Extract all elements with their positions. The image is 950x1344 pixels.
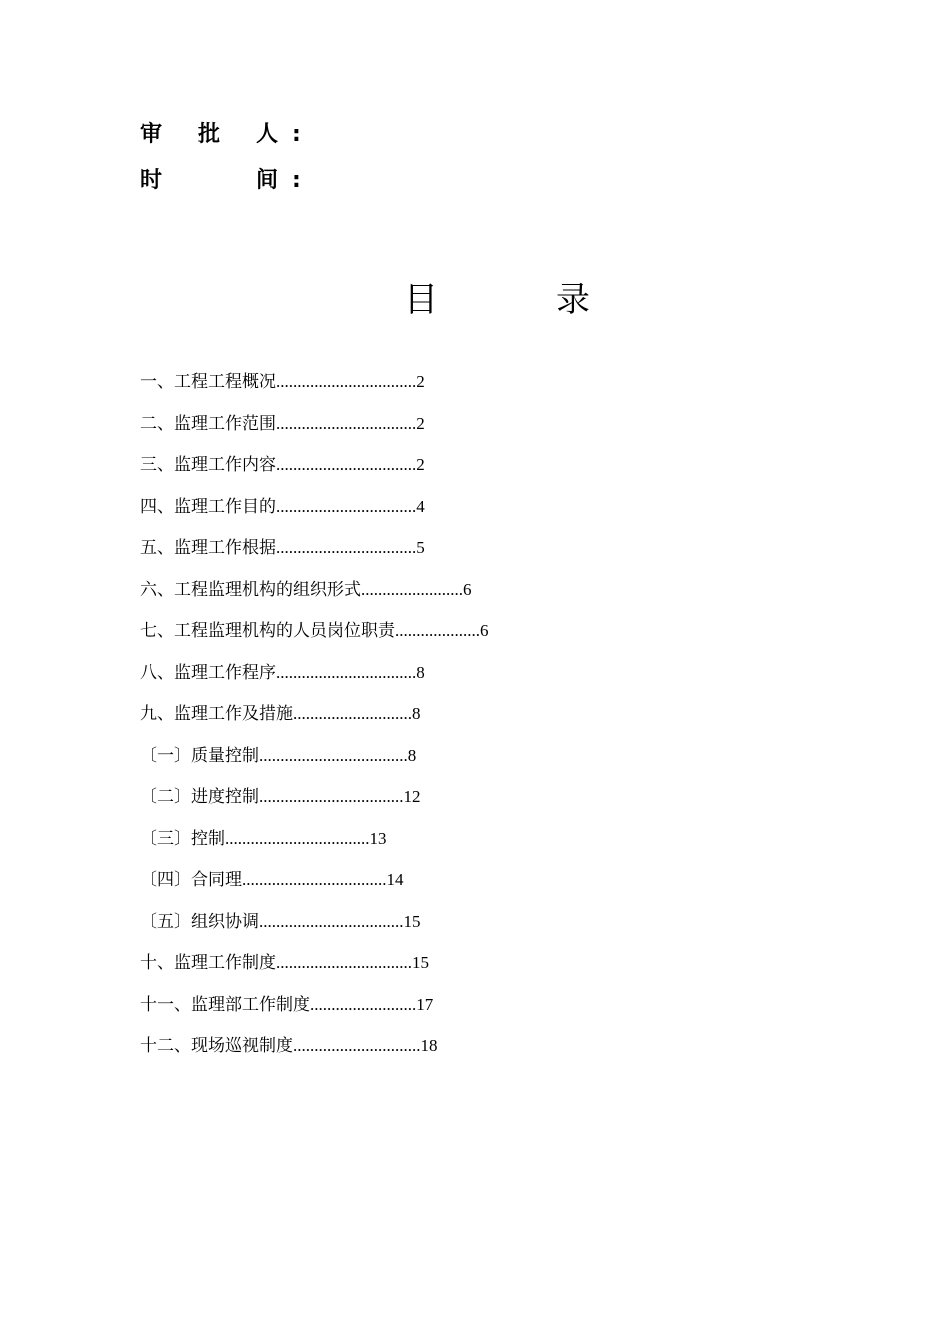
toc-entry-label: 九、监理工作及措施: [140, 704, 293, 724]
toc-entry[interactable]: [140, 368, 489, 410]
toc-entry-label: 〔五〕组织协调: [140, 911, 259, 932]
toc-entry-leader: .................................: [276, 496, 417, 516]
toc-entry-label: 十、监理工作制度: [140, 953, 276, 973]
approver-char-2: 批: [198, 122, 221, 147]
table-of-contents: [140, 368, 489, 1074]
toc-entry-leader: .................................: [276, 413, 417, 433]
approver-char-1: 审: [140, 122, 163, 147]
toc-entry-leader: ..................................: [225, 828, 370, 848]
toc-entry-page: 15: [412, 953, 429, 972]
toc-entry-page: 5: [416, 538, 425, 557]
toc-entry[interactable]: [140, 451, 489, 493]
toc-entry-label: 〔三〕控制: [140, 828, 225, 849]
toc-entry[interactable]: [140, 866, 489, 908]
toc-heading: [0, 278, 950, 322]
toc-entry-leader: ................................: [276, 953, 412, 972]
toc-entry-page: 8: [412, 704, 421, 723]
toc-heading-char-2: 录: [556, 280, 590, 320]
toc-entry-page: 17: [416, 994, 434, 1014]
toc-entry-page: 6: [463, 579, 472, 599]
toc-entry[interactable]: [140, 617, 489, 659]
toc-entry[interactable]: [140, 410, 489, 452]
toc-heading-char-1: 目: [404, 280, 438, 320]
toc-entry-label: 五、监理工作根据: [140, 538, 276, 558]
toc-entry-leader: .........................: [310, 994, 417, 1014]
toc-entry[interactable]: [140, 908, 489, 950]
toc-entry[interactable]: [140, 576, 489, 618]
toc-entry-label: 二、监理工作范围: [140, 413, 276, 434]
toc-entry[interactable]: [140, 991, 489, 1033]
toc-entry-page: 15: [403, 911, 421, 931]
toc-entry[interactable]: [140, 493, 489, 535]
toc-entry-page: 14: [386, 870, 404, 889]
toc-entry-page: 4: [416, 496, 425, 516]
toc-entry-page: 12: [403, 787, 421, 806]
toc-entry-page: 2: [416, 455, 425, 474]
toc-entry-label: 一、工程工程概况: [140, 372, 276, 392]
toc-entry-page: 2: [416, 372, 425, 391]
toc-entry-leader: ..............................: [293, 1036, 421, 1055]
toc-entry-label: 十二、现场巡视制度: [140, 1036, 293, 1056]
toc-entry-label: 七、工程监理机构的人员岗位职责: [140, 621, 395, 641]
time-colon: :: [292, 168, 301, 193]
toc-entry-label: 八、监理工作程序: [140, 662, 276, 683]
approver-char-3: 人: [256, 122, 279, 147]
toc-entry[interactable]: [140, 534, 489, 576]
time-char-1: 时: [140, 168, 163, 193]
toc-entry-leader: ........................: [361, 579, 463, 599]
toc-entry[interactable]: [140, 659, 489, 701]
toc-entry-label: 三、监理工作内容: [140, 455, 276, 475]
toc-entry-label: 〔四〕合同理: [140, 870, 242, 890]
toc-entry-leader: ..................................: [259, 787, 404, 806]
toc-entry[interactable]: [140, 783, 489, 825]
toc-entry-leader: ..................................: [242, 870, 387, 889]
toc-entry-leader: .................................: [276, 662, 417, 682]
time-char-2: 间: [256, 168, 279, 193]
toc-entry-page: 8: [407, 745, 417, 765]
toc-entry-label: 四、监理工作目的: [140, 496, 276, 517]
toc-entry-leader: .................................: [276, 372, 417, 391]
toc-entry-leader: ....................: [395, 621, 480, 640]
toc-entry[interactable]: [140, 1032, 489, 1074]
toc-entry-page: 8: [416, 662, 425, 682]
toc-entry-label: 六、工程监理机构的组织形式: [140, 579, 361, 600]
toc-entry-leader: ............................: [293, 704, 412, 723]
toc-entry[interactable]: [140, 742, 489, 784]
toc-entry-label: 〔二〕进度控制: [140, 787, 259, 807]
toc-entry-page: 13: [369, 828, 387, 848]
approver-colon: :: [292, 122, 301, 147]
toc-entry-page: 6: [480, 621, 489, 640]
toc-entry-leader: .................................: [276, 455, 417, 474]
toc-entry-label: 十一、监理部工作制度: [140, 994, 310, 1015]
toc-entry-label: 〔一〕质量控制: [140, 745, 259, 766]
toc-entry-leader: .................................: [276, 538, 417, 557]
toc-entry-page: 2: [416, 413, 425, 433]
toc-entry-leader: ...................................: [259, 745, 408, 765]
toc-entry[interactable]: [140, 825, 489, 867]
toc-entry[interactable]: [140, 949, 489, 991]
toc-entry-page: 18: [420, 1036, 438, 1055]
toc-entry-leader: ..................................: [259, 911, 404, 931]
toc-entry[interactable]: [140, 700, 489, 742]
